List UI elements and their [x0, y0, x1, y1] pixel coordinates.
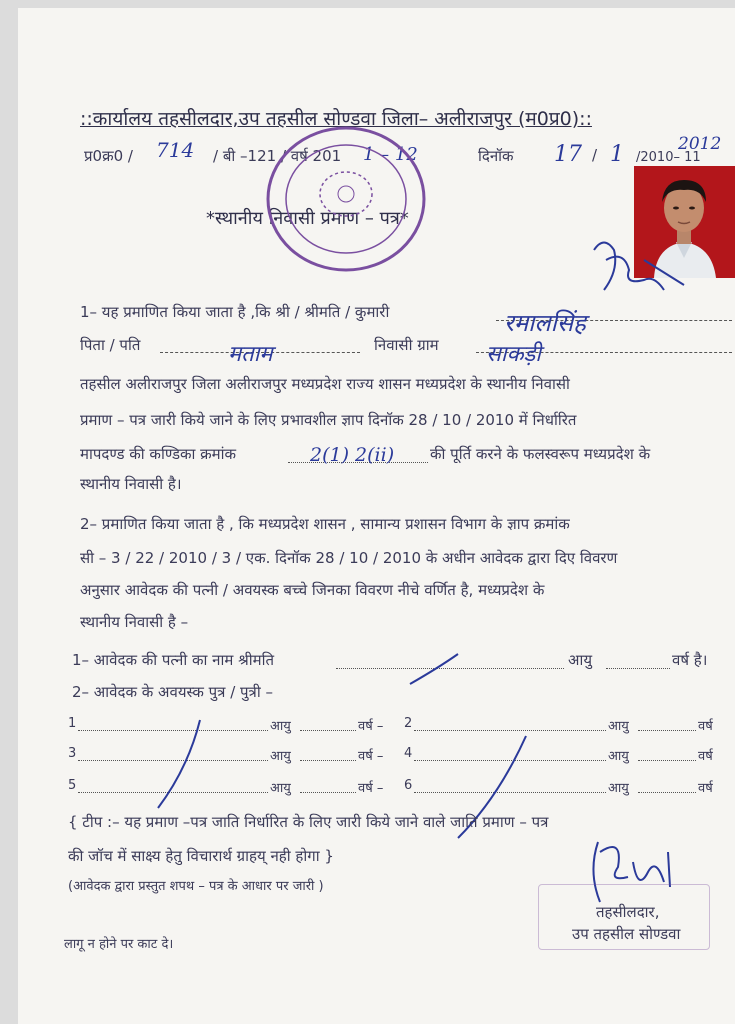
date-month: 1	[610, 142, 624, 167]
para2-line3: अनुसार आवेदक की पत्नी / अवयस्क बच्चे जिनका विवरण नीचे वर्णित है, मध्यप्रदेश के	[80, 581, 545, 599]
children-heading: 2– आवेदक के अवयस्क पुत्र / पुत्री –	[72, 683, 273, 701]
signatory-office: उप तहसील सोण्डवा	[572, 925, 681, 943]
note-line3: (आवेदक द्वारा प्रस्तुत शपथ – पत्र के आधार पर जारी )	[68, 879, 324, 894]
child-age-label: आयु	[270, 749, 291, 764]
child-right-number: 2	[404, 716, 413, 731]
ref-number: 714	[156, 138, 195, 162]
para1-line5-suffix: की पूर्ति करने के फलस्वरूप मध्यप्रदेश के	[430, 445, 651, 463]
applicant-name-handwritten: रमालसिंह	[504, 309, 586, 337]
child-age-label: आयु	[608, 749, 629, 764]
child-year-label: वर्ष –	[358, 719, 384, 734]
wife-age-label: आयु	[568, 651, 593, 669]
village-label: निवासी ग्राम	[374, 336, 439, 354]
para1-line1: 1– यह प्रमाणित किया जाता है ,कि श्री / श्रीमति / कुमारी	[80, 303, 390, 321]
office-title: ::कार्यालय तहसीलदार,उप तहसील सोण्डवा जिला– अलीराजपुर (म0प्र0)::	[80, 108, 592, 130]
certificate-page: ::कार्यालय तहसीलदार,उप तहसील सोण्डवा जिला– अलीराजपुर (म0प्र0):: प्र0क्र0 / 714 / बी –121 / वर्ष 201 1 – 12 दिनॉक 17 / 1 /2010– 11 2012 *स्थानीय निवासी प्रमाण – पत्र* 1– यह प्रमाणित किया जाता है ,कि श्री / श्रीमति / कुमारी रमालसिंह पिता / पति मताम निवासी ग्राम साकड़ी तहसील अलीराजपुर जिला अलीराजपुर मध्यप्रदेश राज्य शासन मध्यप्रदेश के स्थानीय निवासी प्रमाण – पत्र जारी किये जाने के लिए प्रभावशील ज्ञाप दिनॉक 28 / 10 / 2010 में निर्धारित मापदण्ड की कण्डिका क्रमांक 2(1) 2(ii) की पूर्ति करने के फलस्वरूप मध्यप्रदेश के स्थानीय निवासी है। 2– प्रमाणित किया जाता है , कि मध्यप्रदेश शासन , सामान्य प्रशासन विभाग के ज्ञाप क्रमांक सी – 3 / 22 / 2010 / 3 / एक. दिनॉक 28 / 10 / 2010 के अधीन आवेदक द्वारा दिए विवरण अनुसार आवेदक की पत्नी / अवयस्क बच्चे जिनका विवरण नीचे वर्णित है, मध्यप्रदेश के स्थानीय निवासी है – 1– आवेदक की पत्नी का नाम श्रीमति आयु वर्ष है। 2– आवेदक के अवयस्क पुत्र / पुत्री – 1 आयु वर्ष – 2 आयु वर्ष 3 आयु वर्ष – 4 आयु वर्ष 5 आयु वर्ष – 6 आयु वर्ष { टीप :– यह प्रमाण –पत्र जाति निर्धारित के लिए जारी किये जाने वाले जाति प्रमाण – पत्र की जॉच में साक्ष्य हेतु विचारार्थ ग्राहय् नही होगा } (आवेदक द्वारा प्रस्तुत शपथ – पत्र के आधार पर जारी ) तहसीलदार, उप तहसील सोण्डवा लागू न होने पर काट दे।	[18, 8, 735, 1024]
child-year-label: वर्ष –	[358, 749, 384, 764]
child-age-label: आयु	[270, 781, 291, 796]
child-right-number: 6	[404, 778, 413, 793]
child-age-label: आयु	[270, 719, 291, 734]
child-year-end-label: वर्ष	[698, 781, 713, 796]
child-left-number: 1	[68, 716, 77, 731]
para2-line4: स्थानीय निवासी है –	[80, 613, 189, 631]
para2-line2: सी – 3 / 22 / 2010 / 3 / एक. दिनॉक 28 / 10 / 2010 के अधीन आवेदक द्वारा दिए विवरण	[80, 549, 618, 567]
child-left-number: 3	[68, 746, 77, 761]
ref-series: / बी –121 / वर्ष 201	[213, 147, 342, 165]
father-name-handwritten: मताम	[228, 342, 273, 367]
child-year-end-label: वर्ष	[698, 719, 713, 734]
note-line2: की जॉच में साक्ष्य हेतु विचारार्थ ग्राहय् नही होगा }	[68, 847, 334, 865]
note-line1: { टीप :– यह प्रमाण –पत्र जाति निर्धारित के लिए जारी किये जाने वाले जाति प्रमाण – पत्र	[68, 813, 549, 831]
signatory-designation: तहसीलदार,	[596, 903, 660, 921]
footer-note: लागू न होने पर काट दे।	[64, 937, 174, 952]
wife-years-suffix: वर्ष है।	[672, 651, 708, 669]
child-right-number: 4	[404, 746, 413, 761]
date-label: दिनॉक	[478, 147, 514, 165]
child-age-label: आयु	[608, 781, 629, 796]
ref-year-handwritten: 1 – 12	[363, 144, 418, 165]
village-name-handwritten: साकड़ी	[486, 342, 541, 367]
para1-line6: स्थानीय निवासी है।	[80, 475, 182, 493]
date-year-printed: /2010– 11	[636, 150, 701, 165]
date-day: 17	[554, 142, 582, 167]
child-year-end-label: वर्ष	[698, 749, 713, 764]
para2-line1: 2– प्रमाणित किया जाता है , कि मध्यप्रदेश शासन , सामान्य प्रशासन विभाग के ज्ञाप क्रमांक	[80, 515, 570, 533]
date-year-handwritten: 2012	[678, 134, 722, 154]
clause-handwritten: 2(1) 2(ii)	[310, 444, 395, 466]
child-year-label: वर्ष –	[358, 781, 384, 796]
wife-name-label: 1– आवेदक की पत्नी का नाम श्रीमति	[72, 651, 275, 669]
father-label: पिता / पति	[80, 336, 141, 354]
certificate-title: *स्थानीय निवासी प्रमाण – पत्र*	[206, 208, 409, 229]
child-age-label: आयु	[608, 719, 629, 734]
para1-line4: प्रमाण – पत्र जारी किये जाने के लिए प्रभावशील ज्ञाप दिनॉक 28 / 10 / 2010 में निर्धारित	[80, 411, 577, 429]
child-left-number: 5	[68, 778, 77, 793]
para1-line3: तहसील अलीराजपुर जिला अलीराजपुर मध्यप्रदेश राज्य शासन मध्यप्रदेश के स्थानीय निवासी	[80, 375, 570, 393]
ref-prefix: प्र0क्र0 /	[84, 147, 133, 165]
para1-line5-prefix: मापदण्ड की कण्डिका क्रमांक	[80, 445, 237, 463]
